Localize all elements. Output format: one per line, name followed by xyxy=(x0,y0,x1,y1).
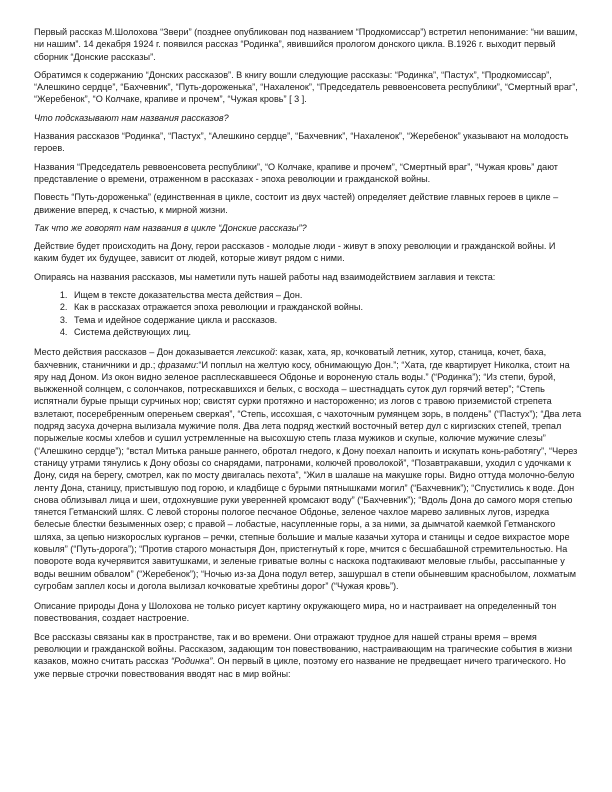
question-cycle: Так что же говорят нам названия в цикле “Донские рассказы”? xyxy=(34,222,307,233)
paragraph-youth: Названия рассказов “Родинка”, “Пастух”, “Алешкино сердце”, “Бахчевник”, “Нахаленок”, “Жеребенок” указывают на молодость героев. xyxy=(34,131,569,154)
conclusion-story-title: “Родинка” xyxy=(170,656,213,667)
plan-item: 4. Система действующих лиц. xyxy=(70,326,582,338)
paragraph-contents: Обратимся к содержанию “Донских рассказов”. В книгу вошли следующие рассказы: “Родинка”, “Пастух”, “Продкомиссар”, “Алешкино сердце”, “Бахчевник”, “Путь-дороженька”, “Нахаленок”, “Председатель реввоенсовета республики”, “Смертный враг”, “Жеребенок”, “О Колчаке, крапиве и прочем”, “Чужая кровь” [ 3 ]. xyxy=(34,69,578,105)
conclusion-text-b: . Он первый в цикле, поэтому его название не предвещает ничего трагического. Но уже первые строчки повествования вводят нас в мир войны: xyxy=(34,656,566,679)
paragraph-era: Названия “Председатель реввоенсовета республики”, “О Колчаке, крапиве и прочем”, “Смертный враг”, “Чужая кровь” дают представление о времени, отраженном в рассказах - эпоха революции и гражданской войны. xyxy=(34,161,558,184)
plan-item: 1. Ищем в тексте доказательства места действия – Дон. xyxy=(70,289,582,301)
setting-lexicon: лексикой xyxy=(236,347,275,358)
paragraph-nature: Описание природы Дона у Шолохова не только рисует картину окружающего мира, но и настраивает на определенный тон повествования, создает настроение. xyxy=(34,601,557,624)
paragraph-plan-intro: Опираясь на названия рассказов, мы наметили путь нашей работы над взаимодействием заглавия и текста: xyxy=(34,271,496,282)
paragraph-intro: Первый рассказ М.Шолохова “Звери” (позднее опубликован под названием “Продкомиссар”) встретил непонимание: “ни вашим, ни нашим”. 14 декабря 1924 г. появился рассказ “Родинка”, явившийся прологом донского цикла. В.1926 г. выходит первый сборник “Донские рассказы”. xyxy=(34,27,578,62)
question-titles: Что подсказывают нам названия рассказов? xyxy=(34,112,229,123)
plan-item: 2. Как в рассказах отражается эпоха революции и гражданской войны. xyxy=(70,301,582,313)
paragraph-story: Повесть “Путь-дороженька” (единственная в цикле, состоит из двух частей) определяет действие главных героев в цикле – движение вперед, к счастью, к мирной жизни. xyxy=(34,192,559,215)
document-page xyxy=(34,26,582,686)
setting-text-a: Место действия рассказов – Дон доказывается xyxy=(34,347,237,358)
setting-phrases: фразами xyxy=(157,359,196,370)
setting-text-c: :“И поплыл на желтую косу, обнимающую Дон.”; “Хата, где квартирует Николка, стоит на яру над Доном. Из окон видно зеленое расплескавшееся Обдонье и вороненую сталь воды.” (“Родинка”); “Из степи, бурой, выжженной солнцем, с солончаков, потрескавшихся и белых, с восхода – шестнадцать суток дул горячий ветер”; “Степь испятнали бурые прыщи сурчиных нор; свистят сурки протяжно и настороженно; из логов с травою приземистой стрепета взлетают, посеребренным опереньем сверкая”, “Степь, иссохшая, с чахоточным румянцем зорь, в полдень” (“Пастух”); “Два лета подряд засуха дочерна вылизала мужичие поля. Два лета подряд жесткий восточный ветер дул с киргизских степей, трепал порыжелые космы хлебов и сушил устремленные на высохшую степь глаза мужиков и скупые, колючие мужичие слезы” (“Алешкино сердце”); “встал Митька раньше раннего, обротал гнедого, к Дону поехал напоить и искупать конь-работягу”, “Через станицу утрами тянулись к Дону обозы со снарядами, патронами, колючей проволокой”, “Позавтракавши, уходил с удочками к Дону, сидя на берегу, смотрел, как по мосту двигалась пехота”, “Жил в шалаше на макушке горы. Видно оттуда молочно-белую ленту Дона, станицу, пристывшую под горою, и кладбище с бурыми пятнышками могил” (“Бахчевник”); “Спустились к воде. Дон снова облизывал лица и шеи, отдохнувшие руки уверенней кромсают воду” (“Бахчевник”); “Вдоль Дона до самого моря степью тянется Гетманский шлях. С левой стороны пологое песчаное Обдонье, зеленое чахлое марево заливных лугов, изредка белесые блестки безыменных озер; с правой – лобастые, насупленные горы, а за ними, за дымчатой каемкой Гетманского шляха, за цепью низкорослых курганов – речки, степные большие и малые казачьи хутора и станицы и седое вихрастое море ковыля” (“Путь-дорога”); “Против старого монастыря Дон, пристегнутый к горе, мчится с бесшабашной стремительностью. На повороте вода кучерявится завитушками, и зеленые гриватые волны с наскока подтакивают меловые глыбы, рассыпанные у воды вешним обвалом” (“Жеребенок”); “Ночью из-за Дона подул ветер, зашуршал в степи обыневшим краснобылом, лохматым сугробам заплел косы и догола вылизал кочковатые хребтины дорог” (“Чужая кровь”). xyxy=(34,359,582,591)
paragraph-conclusion xyxy=(34,631,582,680)
setting-text-b: : казак, хата, яр, кочковатый летник, хутор, станица, кочет, баха, бахчевник, станичники и др.; xyxy=(34,347,547,370)
paragraph-action: Действие будет происходить на Дону, герои рассказов - молодые люди - живут в эпоху революции и гражданской войны. И каким будет их будущее, зависит от людей, которые живут рядом с ними. xyxy=(34,241,556,264)
paragraph-setting-evidence xyxy=(34,346,582,592)
conclusion-text-a: Все рассказы связаны как в пространстве, так и во времени. Они отражают трудное для нашей страны время – время революции и гражданской войны. Рассказом, задающим тон повествованию, настраивающим на трагические события в жизни казаков, можно считать рассказ xyxy=(34,631,573,667)
plan-list xyxy=(34,289,582,338)
plan-item: 3. Тема и идейное содержание цикла и рассказов. xyxy=(70,314,582,326)
